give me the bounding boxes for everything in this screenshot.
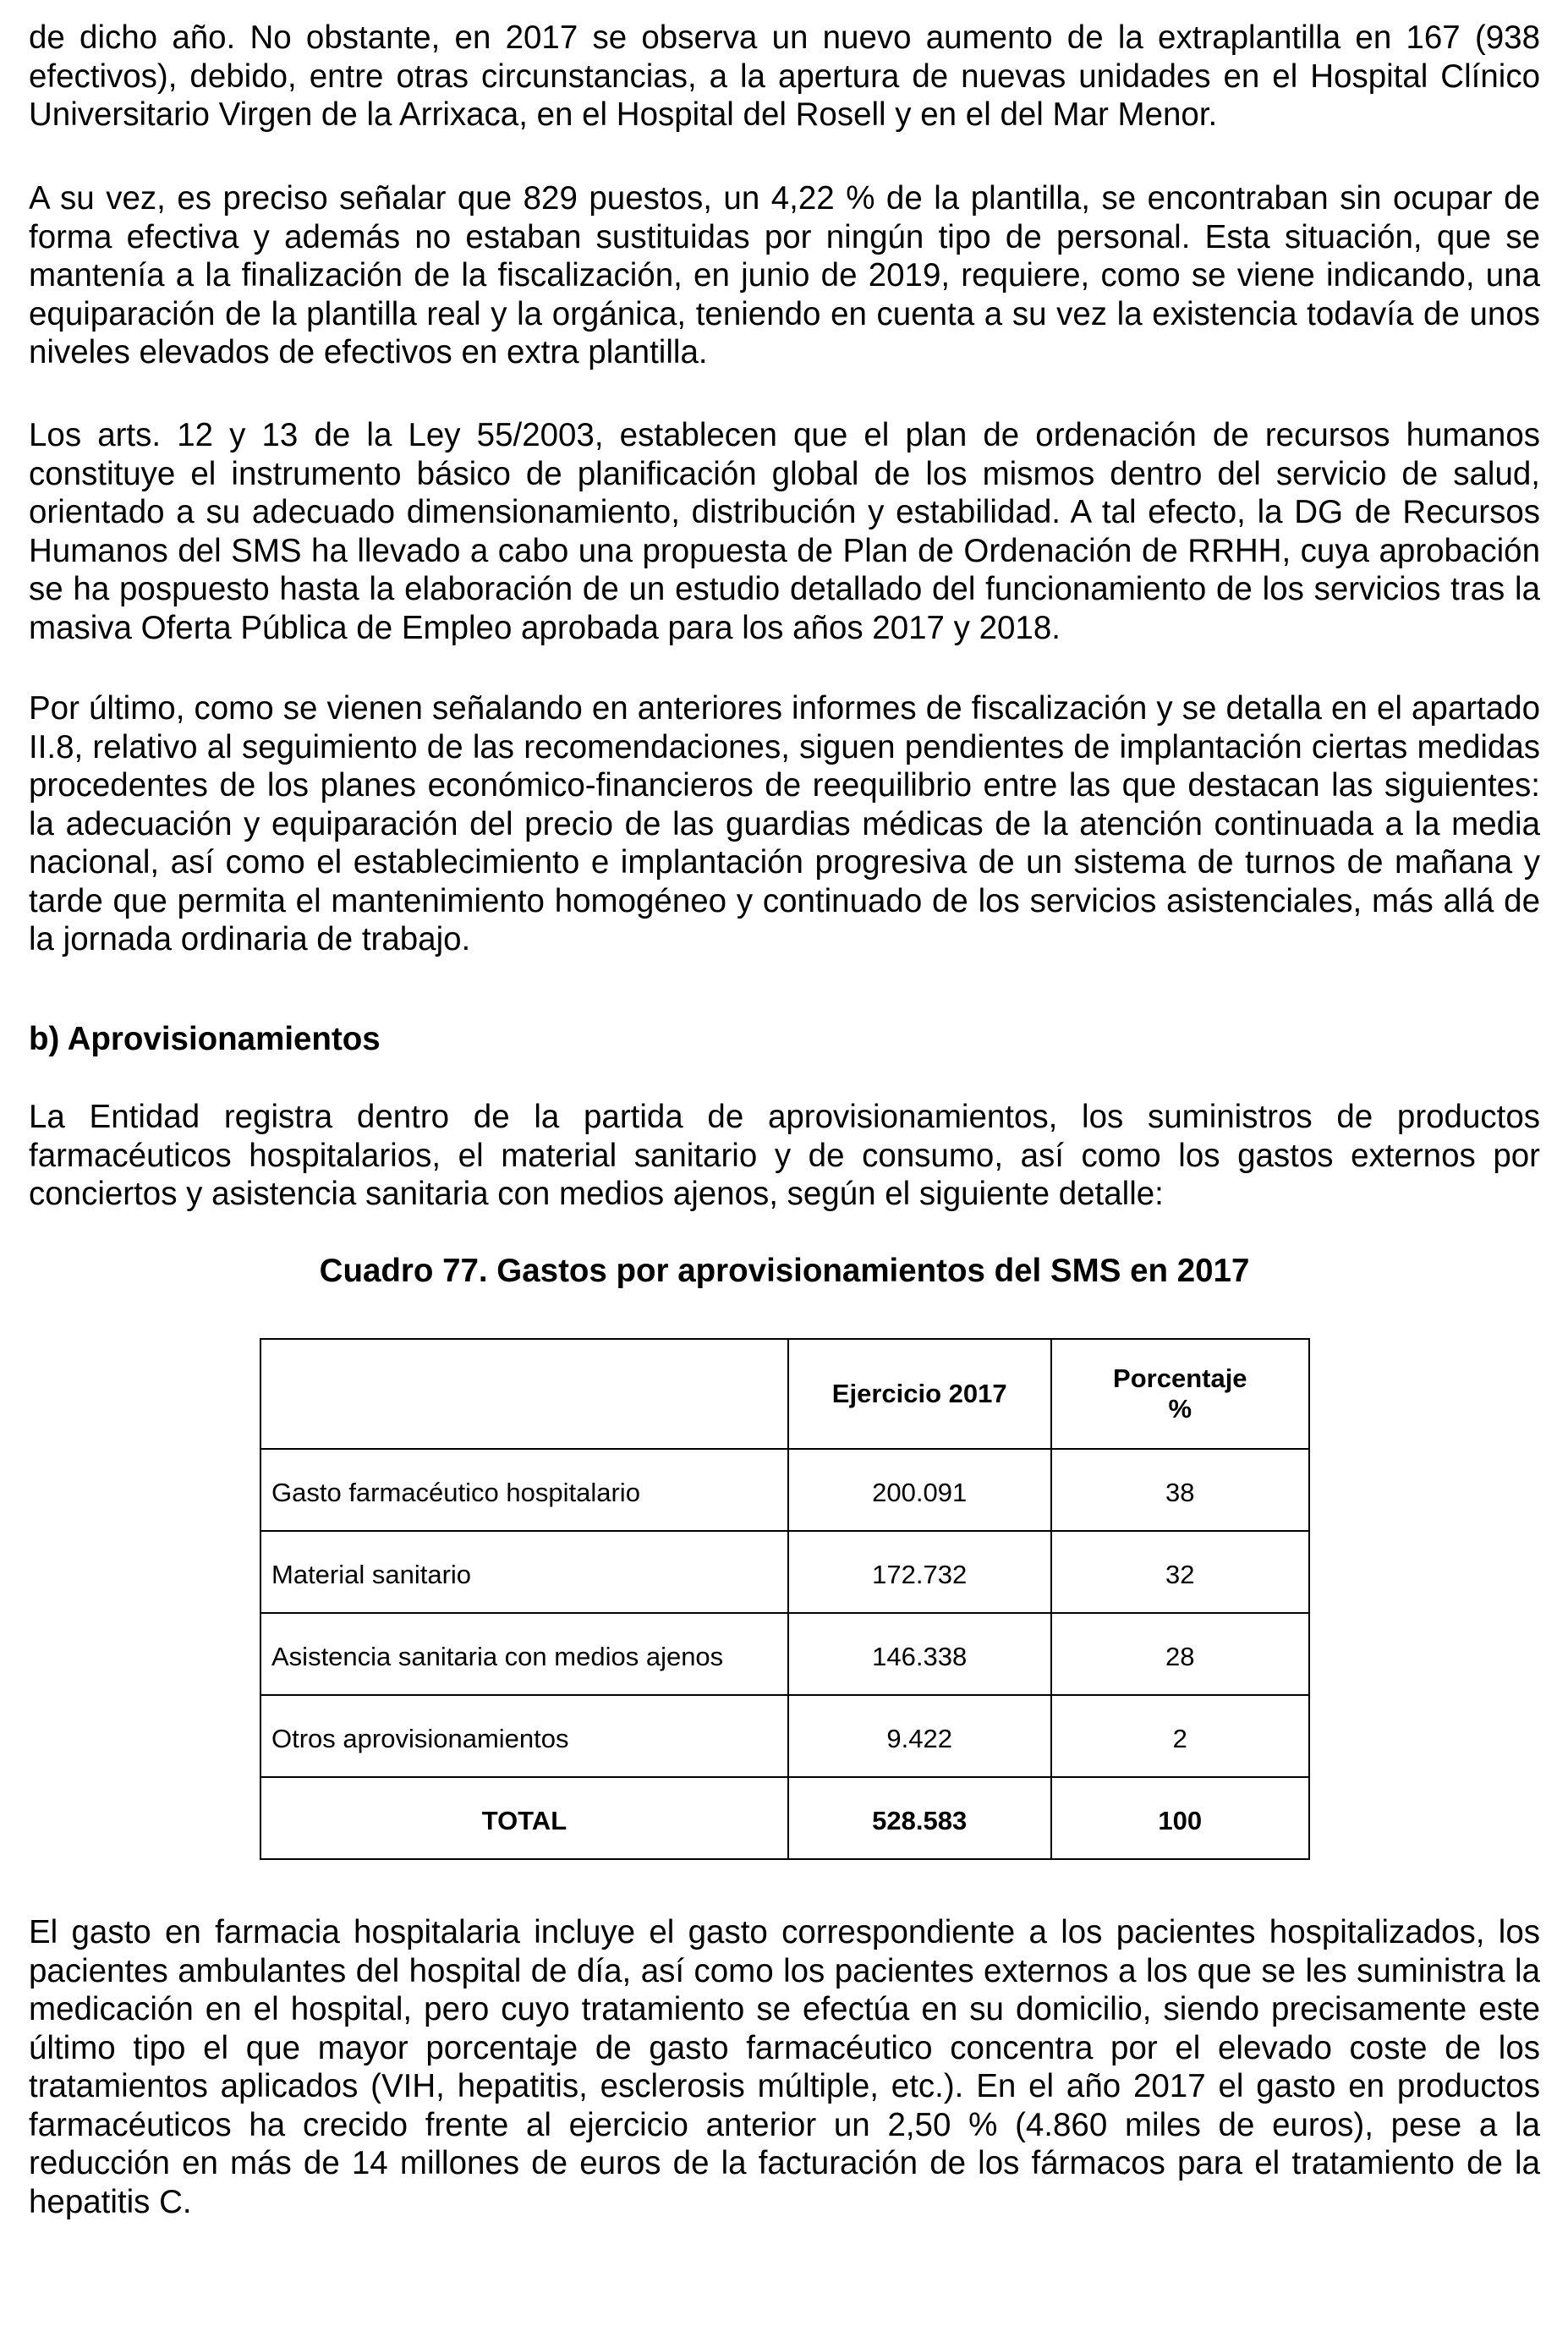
header-porcentaje-line1: Porcentaje xyxy=(1113,1363,1247,1393)
row-value: 146.338 xyxy=(788,1613,1051,1695)
gastos-aprovisionamientos-table xyxy=(260,1338,1310,1860)
paragraph-ley-55-2003: Los arts. 12 y 13 de la Ley 55/2003, establecen que el plan de ordenación de recursos humanos constituye el instrumento básico de planificación global de los mismos dentro del servicio de salud, orientado a su adecuado dimensionamiento, distribución y estabilidad. A tal efecto, la DG de Recursos Humanos del SMS ha llevado a cabo una propuesta de Plan de Ordenación de RRHH, cuya aprobación se ha pospuesto hasta la elaboración de un estudio detallado del funcionamiento de los servicios tras la masiva Oferta Pública de Empleo aprobada para los años 2017 y 2018. xyxy=(29,417,1540,646)
paragraph-puestos-sin-ocupar: A su vez, es preciso señalar que 829 puestos, un 4,22 % de la plantilla, se encontraban sin ocupar de forma efectiva y además no estaban sustituidas por ningún tipo de personal. Esta situación, que se mantenía a la finalización de la fiscalización, en junio de 2019, requiere, como se viene indicando, una equiparación de la plantilla real y la orgánica, teniendo en cuenta a su vez la existencia todavía de unos niveles elevados de efectivos en extra plantilla. xyxy=(29,180,1540,370)
total-label: TOTAL xyxy=(260,1777,788,1859)
table-row xyxy=(260,1531,1309,1613)
row-label: Gasto farmacéutico hospitalario xyxy=(260,1449,788,1531)
paragraph-extraplantilla: de dicho año. No obstante, en 2017 se observa un nuevo aumento de la extraplantilla en 167 (938 efectivos), debido, entre otras circunstancias, a la apertura de nuevas unidades en el Hospital Clínico Universitario Virgen de la Arrixaca, en el Hospital del Rosell y en el del Mar Menor. xyxy=(29,19,1540,133)
total-percentage: 100 xyxy=(1051,1777,1309,1859)
header-ejercicio-2017: Ejercicio 2017 xyxy=(788,1339,1051,1449)
table-header-row xyxy=(260,1339,1309,1449)
paragraph-partida-aprovisionamientos: La Entidad registra dentro de la partida de aprovisionamientos, los suministros de productos farmacéuticos hospitalarios, el material sanitario y de consumo, así como los gastos externos por conciertos y asistencia sanitaria con medios ajenos, según el siguiente detalle: xyxy=(29,1099,1540,1212)
header-empty-cell xyxy=(260,1339,788,1449)
table-row xyxy=(260,1613,1309,1695)
table-caption: Cuadro 77. Gastos por aprovisionamientos del SMS en 2017 xyxy=(319,1253,1250,1289)
row-percentage: 28 xyxy=(1051,1613,1309,1695)
row-label: Otros aprovisionamientos xyxy=(260,1695,788,1777)
row-percentage: 32 xyxy=(1051,1531,1309,1613)
table-row xyxy=(260,1695,1309,1777)
row-value: 172.732 xyxy=(788,1531,1051,1613)
table-row xyxy=(260,1449,1309,1531)
row-value: 200.091 xyxy=(788,1449,1051,1531)
row-percentage: 38 xyxy=(1051,1449,1309,1531)
row-label: Asistencia sanitaria con medios ajenos xyxy=(260,1613,788,1695)
header-porcentaje xyxy=(1051,1339,1309,1449)
paragraph-gasto-farmacia: El gasto en farmacia hospitalaria incluye el gasto correspondiente a los pacientes hospitalizados, los pacientes ambulantes del hospital de día, así como los pacientes externos a los que se les suministra la medicación en el hospital, pero cuyo tratamiento se efectúa en su domicilio, siendo precisamente este último tipo el que mayor porcentaje de gasto farmacéutico concentra por el elevado coste de los tratamientos aplicados (VIH, hepatitis, esclerosis múltiple, etc.). En el año 2017 el gasto en productos farmacéuticos ha crecido frente al ejercicio anterior un 2,50 % (4.860 miles de euros), pese a la reducción en más de 14 millones de euros de la facturación de los fármacos para el tratamiento de la hepatitis C. xyxy=(29,1914,1540,2220)
row-value: 9.422 xyxy=(788,1695,1051,1777)
row-label: Material sanitario xyxy=(260,1531,788,1613)
row-percentage: 2 xyxy=(1051,1695,1309,1777)
total-value: 528.583 xyxy=(788,1777,1051,1859)
table-total-row xyxy=(260,1777,1309,1859)
header-porcentaje-line2: % xyxy=(1168,1394,1192,1424)
paragraph-medidas-pendientes: Por último, como se vienen señalando en anteriores informes de fiscalización y se detalla en el apartado II.8, relativo al seguimiento de las recomendaciones, siguen pendientes de implantación ciertas medidas procedentes de los planes económico-financieros de reequilibrio entre las que destacan las siguientes: la adecuación y equiparación del precio de las guardias médicas de la atención continuada a la media nacional, así como el establecimiento e implantación progresiva de un sistema de turnos de mañana y tarde que permita el mantenimiento homogéneo y continuado de los servicios asistenciales, más allá de la jornada ordinaria de trabajo. xyxy=(29,690,1540,957)
section-heading-aprovisionamientos: b) Aprovisionamientos xyxy=(29,1021,381,1057)
